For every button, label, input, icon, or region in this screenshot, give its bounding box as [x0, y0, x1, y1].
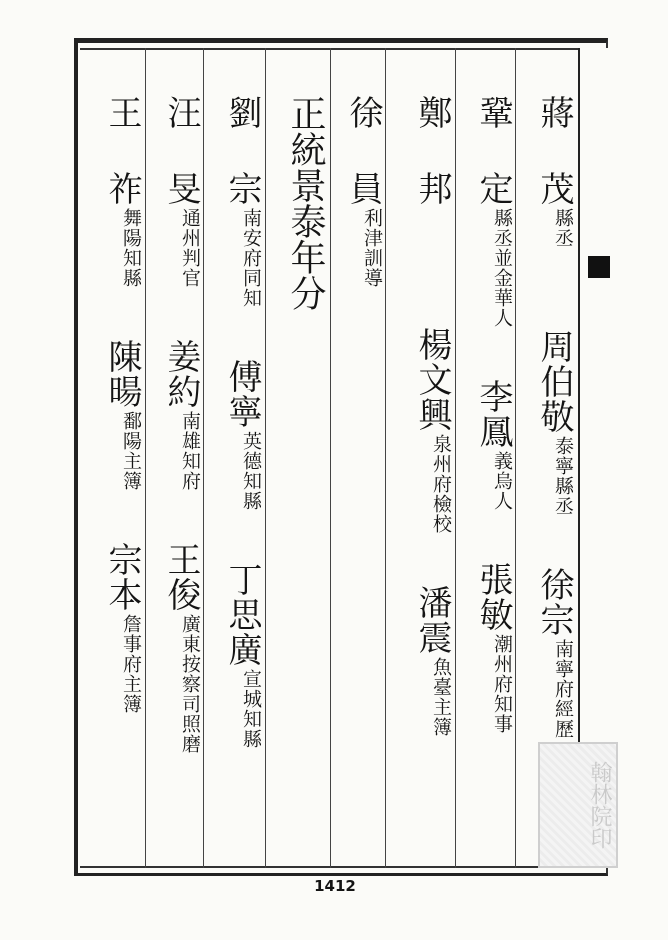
column-head: 鞏: [473, 95, 513, 130]
entry-note: 利津訓導: [361, 208, 383, 288]
column-rule: [330, 48, 331, 868]
column-head: 蔣: [534, 95, 574, 130]
entry-name: 宗本: [102, 542, 142, 612]
entry-name: 王俊: [161, 542, 201, 612]
column-rule: [515, 48, 516, 868]
column-rule: [385, 48, 386, 868]
era-heading-column: [276, 95, 326, 865]
entry-name: 李鳳: [473, 379, 513, 449]
entry-note: 詹事府主簿: [120, 614, 142, 714]
entry-name: 祚: [102, 171, 142, 206]
entry-note: 南雄知府: [179, 411, 201, 491]
column-head: 劉: [222, 95, 262, 130]
entry-name: 楊文興: [412, 327, 452, 432]
entry-note: 泉州府檢校: [430, 434, 452, 534]
inner-top-rule: [80, 48, 600, 50]
entry-name: 姜約: [161, 339, 201, 409]
seal-text: 翰林院印: [587, 761, 612, 849]
record-column: [392, 95, 452, 865]
page-number: 1412: [314, 877, 356, 895]
record-column: [337, 95, 383, 865]
inner-bottom-rule: [80, 866, 600, 868]
entry-note: 魚臺主簿: [430, 657, 452, 737]
running-header-volume: [578, 172, 580, 268]
entry-note: 縣丞: [552, 208, 574, 248]
entry-name: 定: [473, 171, 513, 206]
entry-name: 周伯敬: [534, 329, 574, 434]
entry-name: 張敏: [473, 562, 513, 632]
entry-note: 舞陽知縣: [120, 208, 142, 288]
running-header-title: [578, 48, 579, 144]
entry-name: 傅寧: [222, 359, 262, 429]
entry-note: 南安府同知: [240, 208, 262, 308]
record-column: [88, 95, 142, 865]
entry-note: 鄱陽主簿: [120, 411, 142, 491]
library-seal: [538, 742, 618, 868]
entry-note: 南寧府經歷: [552, 639, 574, 739]
column-head: 徐: [343, 95, 383, 130]
entry-name: 員: [343, 171, 383, 206]
entry-note: 縣丞並金華人: [491, 208, 513, 328]
era-heading: 正統景泰年分: [285, 95, 326, 311]
entry-name: 徐宗: [534, 567, 574, 637]
entry-name: 邦: [412, 171, 452, 206]
column-head: 鄭: [412, 95, 452, 130]
entry-note: 廣東按察司照磨: [179, 614, 201, 754]
column-rule: [265, 48, 266, 868]
entry-note: 泰寧縣丞: [552, 436, 574, 516]
record-column: [461, 95, 513, 865]
entry-note: 通州判官: [179, 208, 201, 288]
entry-name: 茂: [534, 171, 574, 206]
entry-name: 宗: [222, 171, 262, 206]
column-head: 汪: [161, 95, 201, 130]
header-block-marker: [588, 256, 610, 278]
column-rule: [145, 48, 146, 868]
column-head: 王: [102, 95, 142, 130]
entry-name: 丁思廣: [222, 562, 262, 667]
entry-name: 旻: [161, 171, 201, 206]
entry-name: 潘震: [412, 585, 452, 655]
entry-note: 潮州府知事: [491, 634, 513, 734]
entry-note: 義烏人: [491, 451, 513, 511]
entry-note: 宣城知縣: [240, 669, 262, 749]
record-column: [210, 95, 262, 865]
column-rule: [455, 48, 456, 868]
entry-note: 英德知縣: [240, 431, 262, 511]
column-rule: [203, 48, 204, 868]
entry-name: 陳暘: [102, 339, 142, 409]
record-column: [151, 95, 201, 865]
